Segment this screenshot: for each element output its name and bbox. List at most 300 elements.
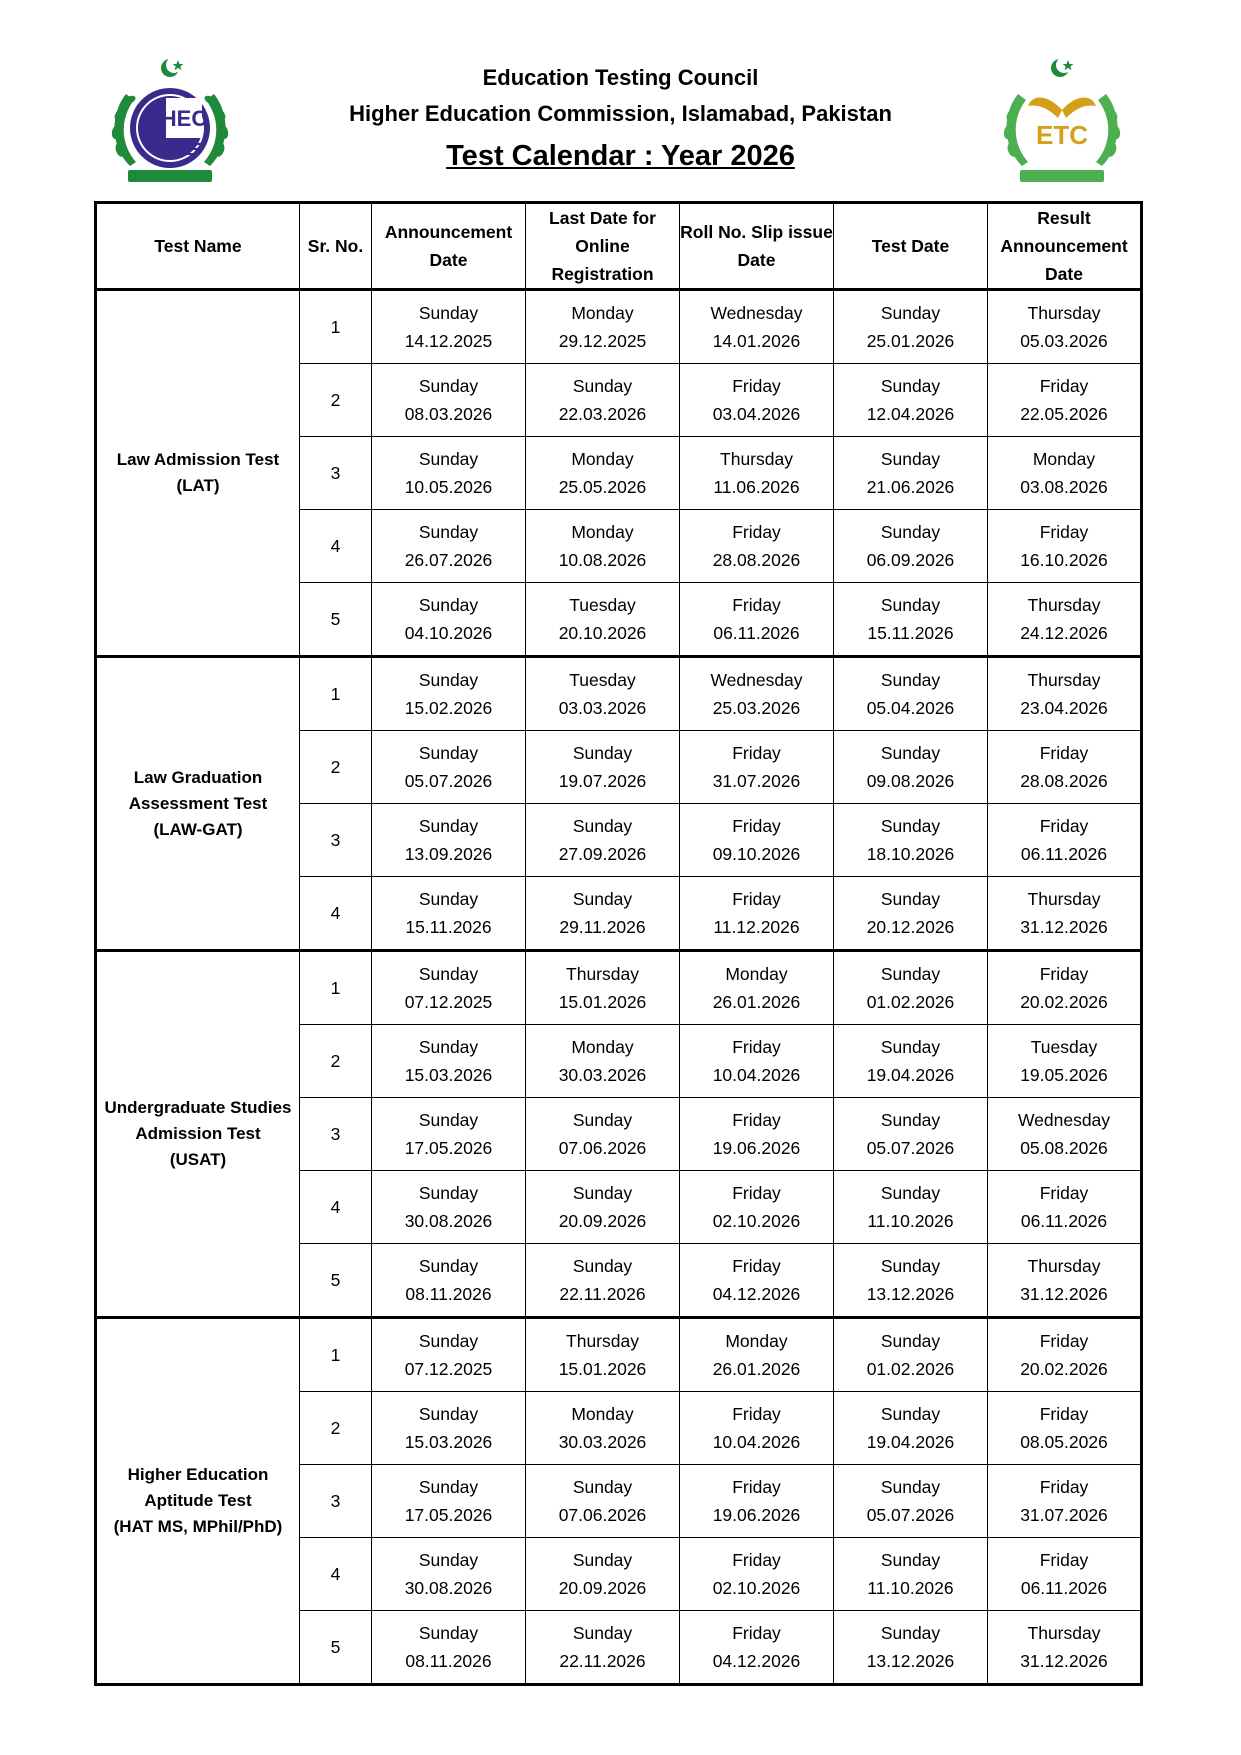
test-calendar-table	[94, 201, 1143, 1686]
date-cell	[372, 1538, 526, 1611]
test-name-line: (LAW-GAT)	[153, 819, 243, 839]
test-name-line: Admission Test	[135, 1124, 261, 1143]
date: 06.11.2026	[1020, 1578, 1108, 1598]
date-cell	[372, 1171, 526, 1244]
date: 03.08.2026	[1020, 477, 1108, 497]
test-name-line: Law Admission Test	[116, 450, 280, 469]
weekday: Sunday	[880, 1623, 941, 1643]
weekday: Sunday	[880, 376, 941, 396]
date: 31.12.2026	[1020, 917, 1108, 937]
date-cell	[680, 437, 834, 510]
date: 15.03.2026	[404, 1432, 493, 1452]
weekday: Sunday	[880, 1477, 941, 1497]
weekday: Sunday	[572, 1256, 633, 1276]
test-name-cell	[96, 951, 300, 1318]
etc-logo-text: ETC	[1036, 120, 1088, 150]
date: 10.04.2026	[712, 1065, 801, 1085]
table-header-row	[96, 203, 1142, 290]
sr-no-cell: 2	[300, 364, 372, 437]
weekday: Sunday	[880, 1183, 941, 1203]
weekday: Friday	[732, 522, 781, 542]
sr-no-cell: 3	[300, 437, 372, 510]
weekday: Friday	[1039, 1183, 1089, 1203]
date: 15.01.2026	[558, 992, 647, 1012]
weekday: Thursday	[566, 1331, 639, 1351]
date-cell	[372, 731, 526, 804]
date: 07.12.2025	[404, 992, 493, 1012]
date: 06.11.2026	[1020, 844, 1108, 864]
date-cell	[526, 1171, 680, 1244]
weekday: Monday	[571, 1404, 634, 1424]
sr-no-cell: 5	[300, 583, 372, 657]
weekday: Thursday	[1027, 1623, 1101, 1643]
weekday: Monday	[571, 522, 634, 542]
date: 05.07.2026	[404, 771, 493, 791]
date: 04.12.2026	[712, 1651, 801, 1671]
date: 15.03.2026	[404, 1065, 493, 1085]
date-cell	[834, 1244, 988, 1318]
date: 26.01.2026	[712, 992, 801, 1012]
date-cell	[526, 437, 680, 510]
date-cell	[526, 290, 680, 364]
date: 20.02.2026	[1020, 1359, 1108, 1379]
weekday: Monday	[571, 1037, 634, 1057]
date-cell	[680, 583, 834, 657]
date-cell	[834, 510, 988, 583]
date-cell	[372, 804, 526, 877]
date-cell	[834, 437, 988, 510]
date-cell	[526, 877, 680, 951]
date: 26.01.2026	[712, 1359, 801, 1379]
table-row	[96, 951, 1142, 1025]
weekday: Thursday	[566, 964, 639, 984]
date-cell	[372, 1392, 526, 1465]
date-cell	[680, 1171, 834, 1244]
date: 21.06.2026	[866, 477, 955, 497]
table-body	[96, 290, 1142, 1685]
weekday: Sunday	[880, 1110, 941, 1130]
date: 15.01.2026	[558, 1359, 647, 1379]
date-cell	[834, 364, 988, 437]
weekday: Sunday	[572, 1183, 633, 1203]
date-cell	[680, 1538, 834, 1611]
weekday: Sunday	[572, 376, 633, 396]
date: 02.10.2026	[712, 1211, 801, 1231]
date-cell	[372, 1318, 526, 1392]
date: 05.03.2026	[1020, 331, 1108, 351]
weekday: Sunday	[418, 1623, 479, 1643]
col-result-announcement-date: Result Announcement Date	[988, 203, 1142, 290]
date-cell	[526, 1611, 680, 1685]
date: 30.03.2026	[558, 1432, 647, 1452]
date: 30.08.2026	[404, 1211, 493, 1231]
weekday: Sunday	[572, 889, 633, 909]
date-cell	[372, 951, 526, 1025]
date: 28.08.2026	[712, 550, 801, 570]
etc-logo	[998, 54, 1126, 190]
date: 31.07.2026	[1020, 1505, 1108, 1525]
weekday: Sunday	[880, 889, 941, 909]
sr-no-cell: 3	[300, 1098, 372, 1171]
weekday: Friday	[732, 1183, 781, 1203]
date: 20.09.2026	[558, 1211, 647, 1231]
date-cell	[988, 364, 1142, 437]
date-cell	[680, 657, 834, 731]
date-cell	[988, 1538, 1142, 1611]
date-cell	[526, 1098, 680, 1171]
sr-no-cell: 5	[300, 1244, 372, 1318]
date: 01.02.2026	[866, 992, 955, 1012]
date-cell	[526, 510, 680, 583]
test-name-line: (HAT MS, MPhil/PhD)	[113, 1517, 283, 1536]
weekday: Sunday	[572, 816, 633, 836]
test-name-cell	[96, 1318, 300, 1685]
date-cell	[680, 1318, 834, 1392]
date-cell	[834, 1318, 988, 1392]
date: 23.04.2026	[1020, 698, 1108, 718]
date: 01.02.2026	[866, 1359, 955, 1379]
weekday: Monday	[725, 1331, 788, 1351]
test-name-line: Higher Education	[127, 1465, 269, 1484]
weekday: Sunday	[880, 1256, 941, 1276]
weekday: Thursday	[1027, 303, 1101, 323]
sr-no-cell: 4	[300, 877, 372, 951]
weekday: Tuesday	[569, 670, 636, 690]
col-roll-no-slip-date: Roll No. Slip issue Date	[680, 203, 834, 290]
weekday: Friday	[732, 1550, 781, 1570]
weekday: Monday	[725, 964, 788, 984]
weekday: Tuesday	[1030, 1037, 1098, 1057]
date: 22.03.2026	[558, 404, 647, 424]
date-cell	[988, 1025, 1142, 1098]
date-cell	[988, 290, 1142, 364]
date: 05.07.2026	[866, 1138, 955, 1158]
date-cell	[834, 657, 988, 731]
weekday: Sunday	[418, 964, 479, 984]
sr-no-cell: 2	[300, 1392, 372, 1465]
weekday: Sunday	[880, 303, 941, 323]
date-cell	[680, 1025, 834, 1098]
date: 31.12.2026	[1020, 1651, 1108, 1671]
date-cell	[680, 364, 834, 437]
date-cell	[680, 510, 834, 583]
sr-no-cell: 4	[300, 510, 372, 583]
weekday: Sunday	[418, 1256, 479, 1276]
date: 05.07.2026	[866, 1505, 955, 1525]
date-cell	[372, 510, 526, 583]
date-cell	[680, 731, 834, 804]
weekday: Sunday	[418, 1550, 479, 1570]
sr-no-cell: 4	[300, 1538, 372, 1611]
date: 20.09.2026	[558, 1578, 647, 1598]
date: 09.08.2026	[866, 771, 955, 791]
weekday: Sunday	[880, 670, 941, 690]
date-cell	[680, 1098, 834, 1171]
date: 14.12.2025	[404, 331, 493, 351]
date: 12.04.2026	[866, 404, 955, 424]
weekday: Friday	[732, 376, 781, 396]
date: 11.06.2026	[713, 477, 800, 497]
weekday: Sunday	[418, 670, 479, 690]
date-cell	[988, 1171, 1142, 1244]
date: 09.10.2026	[712, 844, 801, 864]
date-cell	[526, 1244, 680, 1318]
weekday: Sunday	[418, 1110, 479, 1130]
date: 08.11.2026	[405, 1651, 492, 1671]
date-cell	[680, 804, 834, 877]
date: 20.02.2026	[1020, 992, 1108, 1012]
weekday: Sunday	[418, 1037, 479, 1057]
date-cell	[988, 1611, 1142, 1685]
date-cell	[834, 951, 988, 1025]
date-cell	[834, 1392, 988, 1465]
weekday: Wednesday	[1017, 1110, 1111, 1130]
date-cell	[526, 583, 680, 657]
date: 22.05.2026	[1020, 404, 1108, 424]
date-cell	[834, 804, 988, 877]
date: 19.05.2026	[1020, 1065, 1108, 1085]
weekday: Sunday	[572, 1110, 633, 1130]
date-cell	[680, 290, 834, 364]
weekday: Friday	[1039, 964, 1089, 984]
date: 05.08.2026	[1020, 1138, 1108, 1158]
date-cell	[834, 731, 988, 804]
weekday: Friday	[732, 889, 781, 909]
date: 19.06.2026	[712, 1505, 801, 1525]
date-cell	[526, 1465, 680, 1538]
weekday: Wednesday	[710, 670, 803, 690]
date-cell	[372, 657, 526, 731]
date-cell	[372, 1244, 526, 1318]
page-title: Test Calendar : Year 2026	[446, 140, 795, 172]
date-cell	[988, 1318, 1142, 1392]
date: 05.04.2026	[866, 698, 955, 718]
weekday: Sunday	[418, 816, 479, 836]
weekday: Friday	[1039, 743, 1089, 763]
weekday: Friday	[1039, 522, 1089, 542]
date-cell	[988, 1465, 1142, 1538]
date-cell	[372, 877, 526, 951]
weekday: Thursday	[1027, 889, 1101, 909]
date-cell	[988, 510, 1142, 583]
date-cell	[988, 1098, 1142, 1171]
date-cell	[372, 290, 526, 364]
date-cell	[680, 1611, 834, 1685]
weekday: Thursday	[1027, 595, 1101, 615]
date-cell	[988, 657, 1142, 731]
weekday: Sunday	[418, 522, 479, 542]
date: 04.12.2026	[712, 1284, 801, 1304]
sr-no-cell: 2	[300, 731, 372, 804]
weekday: Sunday	[418, 1404, 479, 1424]
date: 10.08.2026	[558, 550, 647, 570]
weekday: Friday	[732, 816, 781, 836]
date: 30.03.2026	[558, 1065, 647, 1085]
weekday: Sunday	[418, 1331, 479, 1351]
weekday: Friday	[1039, 1404, 1089, 1424]
date: 29.12.2025	[558, 331, 647, 351]
weekday: Sunday	[572, 1623, 633, 1643]
col-sr-no: Sr. No.	[300, 203, 372, 290]
date-cell	[680, 951, 834, 1025]
weekday: Sunday	[418, 449, 479, 469]
sr-no-cell: 4	[300, 1171, 372, 1244]
sr-no-cell: 1	[300, 657, 372, 731]
date: 11.10.2026	[867, 1211, 954, 1231]
test-name-line: Assessment Test	[128, 793, 268, 813]
date: 17.05.2026	[404, 1138, 493, 1158]
date: 10.05.2026	[404, 477, 493, 497]
weekday: Sunday	[418, 743, 479, 763]
date: 15.02.2026	[404, 698, 493, 718]
date: 25.03.2026	[712, 698, 801, 718]
weekday: Friday	[732, 1256, 781, 1276]
date: 25.01.2026	[866, 331, 955, 351]
date: 08.05.2026	[1020, 1432, 1108, 1452]
date-cell	[372, 364, 526, 437]
weekday: Sunday	[418, 1183, 479, 1203]
date: 19.04.2026	[866, 1432, 955, 1452]
date: 13.12.2026	[866, 1651, 955, 1671]
date: 14.01.2026	[712, 331, 801, 351]
weekday: Friday	[732, 1404, 781, 1424]
date-cell	[372, 1098, 526, 1171]
date: 07.12.2025	[404, 1359, 493, 1379]
date: 08.11.2026	[405, 1284, 492, 1304]
weekday: Sunday	[880, 1404, 941, 1424]
date-cell	[372, 1611, 526, 1685]
weekday: Sunday	[418, 889, 479, 909]
weekday: Monday	[571, 303, 634, 323]
date: 13.09.2026	[404, 844, 493, 864]
sr-no-cell: 5	[300, 1611, 372, 1685]
weekday: Monday	[1032, 449, 1096, 469]
date: 13.12.2026	[866, 1284, 955, 1304]
date: 31.07.2026	[712, 771, 801, 791]
sr-no-cell: 3	[300, 804, 372, 877]
weekday: Friday	[1039, 1550, 1089, 1570]
weekday: Friday	[1039, 376, 1089, 396]
date: 18.10.2026	[866, 844, 955, 864]
sr-no-cell: 3	[300, 1465, 372, 1538]
date: 07.06.2026	[558, 1138, 647, 1158]
org-name: Education Testing Council	[482, 65, 759, 90]
weekday: Tuesday	[569, 595, 636, 615]
weekday: Sunday	[418, 303, 479, 323]
weekday: Sunday	[880, 1331, 941, 1351]
date: 11.10.2026	[867, 1578, 954, 1598]
hec-logo-text: HEC	[160, 106, 208, 131]
weekday: Friday	[732, 743, 781, 763]
date: 20.12.2026	[866, 917, 955, 937]
weekday: Thursday	[720, 449, 793, 469]
weekday: Friday	[1039, 1477, 1089, 1497]
weekday: Sunday	[572, 1550, 633, 1570]
weekday: Sunday	[418, 1477, 479, 1497]
date: 22.11.2026	[559, 1651, 646, 1671]
weekday: Monday	[571, 449, 634, 469]
date-cell	[526, 731, 680, 804]
weekday: Sunday	[880, 1550, 941, 1570]
date: 19.04.2026	[866, 1065, 955, 1085]
sr-no-cell: 1	[300, 951, 372, 1025]
date-cell	[834, 877, 988, 951]
commission-name: Higher Education Commission, Islamabad, Pakistan	[349, 101, 892, 126]
weekday: Sunday	[880, 1037, 941, 1057]
weekday: Friday	[732, 1037, 781, 1057]
date-cell	[526, 1025, 680, 1098]
date: 20.10.2026	[558, 623, 647, 643]
table-row	[96, 290, 1142, 364]
date-cell	[526, 1318, 680, 1392]
date-cell	[834, 1098, 988, 1171]
date: 31.12.2026	[1020, 1284, 1108, 1304]
date-cell	[834, 1465, 988, 1538]
date-cell	[834, 583, 988, 657]
date: 07.06.2026	[558, 1505, 647, 1525]
table-row	[96, 657, 1142, 731]
date: 10.04.2026	[712, 1432, 801, 1452]
date: 08.03.2026	[404, 404, 493, 424]
date-cell	[372, 1025, 526, 1098]
weekday: Wednesday	[710, 303, 803, 323]
sr-no-cell: 2	[300, 1025, 372, 1098]
col-announcement-date: Announcement Date	[372, 203, 526, 290]
table-row	[96, 1318, 1142, 1392]
date-cell	[988, 951, 1142, 1025]
date-cell	[526, 951, 680, 1025]
test-name-cell	[96, 657, 300, 951]
weekday: Sunday	[880, 522, 941, 542]
date-cell	[834, 1538, 988, 1611]
date-cell	[988, 583, 1142, 657]
weekday: Friday	[732, 595, 781, 615]
date: 06.09.2026	[866, 550, 955, 570]
date: 26.07.2026	[404, 550, 493, 570]
date: 19.06.2026	[712, 1138, 801, 1158]
test-name-line: Law Graduation	[133, 767, 263, 787]
date-cell	[526, 657, 680, 731]
date-cell	[372, 1465, 526, 1538]
date: 19.07.2026	[558, 771, 647, 791]
date: 29.11.2026	[559, 917, 646, 937]
date-cell	[680, 1244, 834, 1318]
col-test-name: Test Name	[96, 203, 300, 290]
weekday: Sunday	[880, 449, 941, 469]
test-name-line: (USAT)	[169, 1150, 227, 1169]
date: 24.12.2026	[1020, 623, 1108, 643]
date: 03.03.2026	[558, 698, 647, 718]
date: 15.11.2026	[867, 623, 954, 643]
weekday: Sunday	[418, 595, 479, 615]
date: 06.11.2026	[1020, 1211, 1108, 1231]
date: 03.04.2026	[712, 404, 801, 424]
weekday: Thursday	[1027, 1256, 1101, 1276]
date: 15.11.2026	[405, 917, 492, 937]
date-cell	[988, 437, 1142, 510]
date-cell	[988, 877, 1142, 951]
date: 28.08.2026	[1020, 771, 1108, 791]
weekday: Sunday	[880, 743, 941, 763]
page-header	[300, 60, 941, 178]
date: 22.11.2026	[559, 1284, 646, 1304]
date-cell	[988, 731, 1142, 804]
date-cell	[526, 1538, 680, 1611]
date-cell	[834, 1611, 988, 1685]
date: 16.10.2026	[1020, 550, 1108, 570]
weekday: Friday	[732, 1477, 781, 1497]
date-cell	[526, 804, 680, 877]
